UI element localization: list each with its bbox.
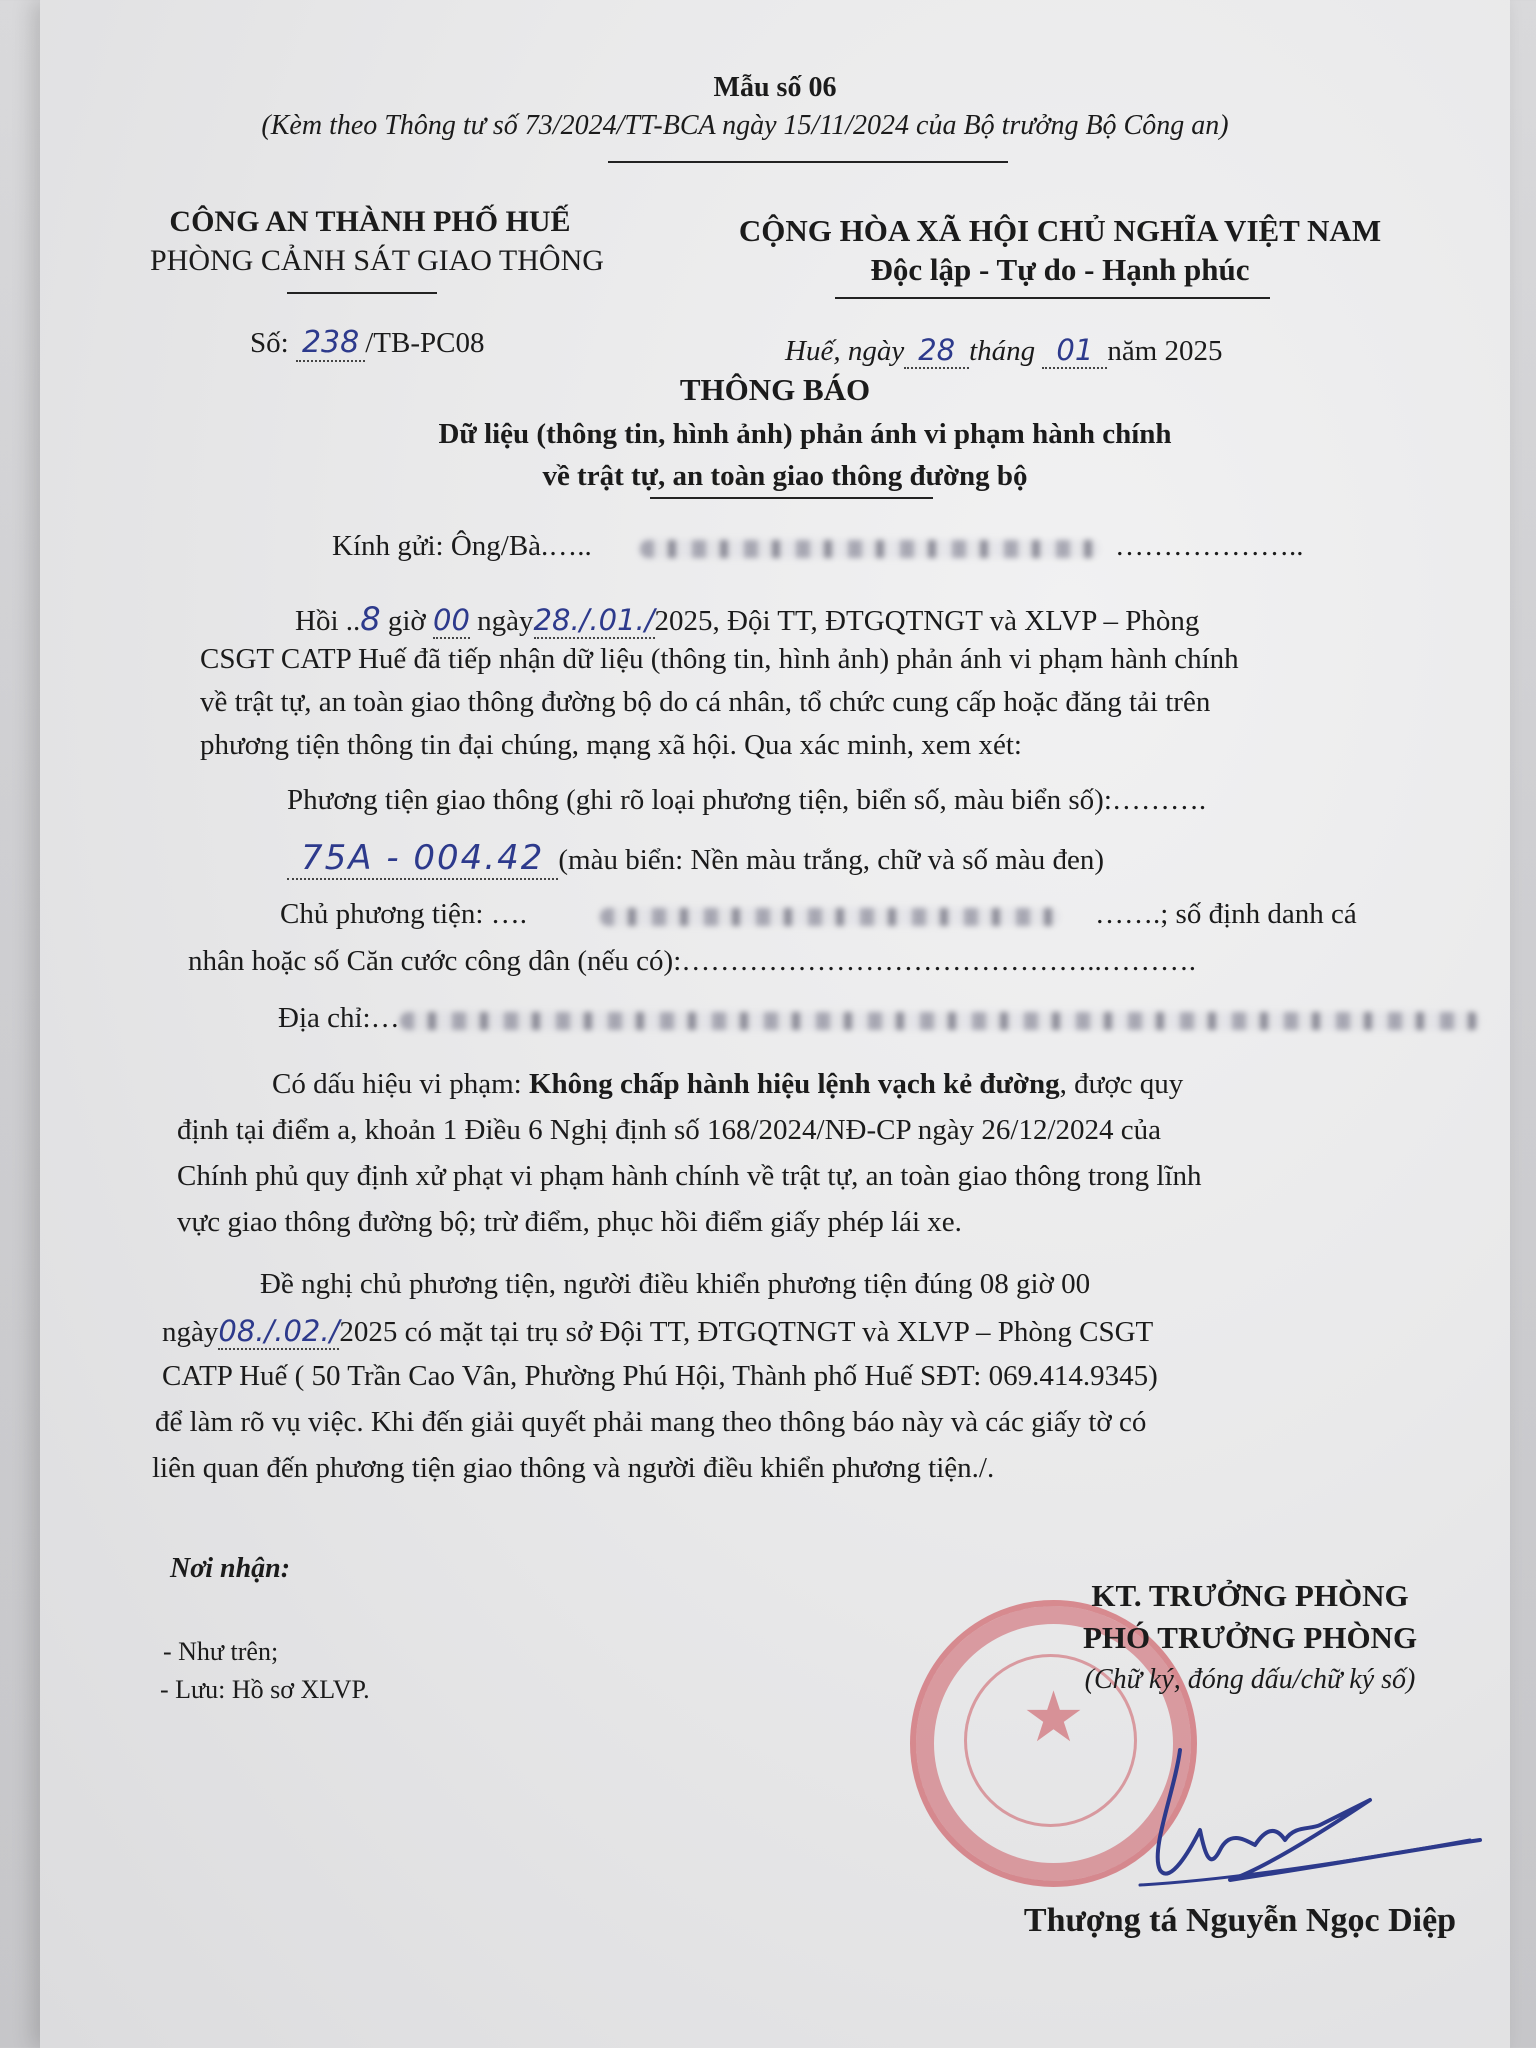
agency-department: PHÒNG CẢNH SÁT GIAO THÔNG [150,244,604,277]
document-number-handwritten: 238 [296,325,365,362]
violation-type: Không chấp hành hiệu lệnh vạch kẻ đường [528,1068,1060,1100]
received-line: Hồi ..8 giờ 00 ngày28./.01./2025, Đội TT, ĐTGQTNGT và XLVP – Phòng [295,600,1200,638]
violation-line-4: vực giao thông đường bộ; trừ điểm, phục hồi điểm giấy phép lái xe. [177,1206,962,1238]
owner-id-line: nhân hoặc số Căn cước công dân (nếu có):……………………………………..………. [188,945,1197,977]
notice-title: THÔNG BÁO [679,372,871,407]
document-page [40,0,1510,2048]
handwritten-signature [1080,1730,1500,1910]
vehicle-plate-line: 75A - 004.42 (màu biển: Nền màu trắng, chữ và số màu đen) [287,838,1104,878]
signer-title-2: PHÓ TRƯỞNG PHÒNG [1082,1620,1418,1655]
address-label: Địa chỉ:… [278,1002,400,1034]
recipients-title: Nơi nhận: [170,1553,291,1584]
vehicle-label: Phương tiện giao thông (ghi rõ loại phương tiện, biển số, màu biển số):………. [287,784,1207,816]
request-line-3: CATP Huế ( 50 Trần Cao Vân, Phường Phú Hội, Thành phố Huế SĐT: 069.414.9345) [162,1360,1158,1392]
nation-motto: Độc lập - Tự do - Hạnh phúc [870,252,1250,287]
recipient-item: - Như trên; [163,1637,279,1666]
violation-line-1: Có dấu hiệu vi phạm: Không chấp hành hiệu lệnh vạch kẻ đường, được quy [272,1068,1184,1100]
vehicle-plate: 75A - 004.42 [287,838,558,880]
document-number: Số: 238 /TB-PC08 [250,325,485,360]
received-line-3: về trật tự, an toàn giao thông đường bộ do cá nhân, tổ chức cung cấp hoặc đăng tải trên [200,686,1211,718]
recipient-item: - Lưu: Hồ sơ XLVP. [160,1675,370,1704]
redacted-owner [600,908,1060,926]
violation-line-2: định tại điểm a, khoản 1 Điều 6 Nghị định số 168/2024/NĐ-CP ngày 26/12/2024 của [177,1114,1162,1146]
violation-line-3: Chính phủ quy định xử phạt vi phạm hành chính về trật tự, an toàn giao thông trong lĩnh [177,1160,1202,1192]
star-icon: ★ [1022,1676,1085,1758]
notice-subtitle-2: về trật tự, an toàn giao thông đường bộ [542,460,1028,492]
greeting-dots: ……………….. [1115,530,1304,562]
agency-name: CÔNG AN THÀNH PHỐ HUẾ [169,205,571,238]
nation-name: CỘNG HÒA XÃ HỘI CHỦ NGHĨA VIỆT NAM [738,213,1382,248]
issue-date: Huế, ngày 28 tháng 01 năm 2025 [785,333,1223,367]
divider [608,161,1008,163]
signature-note: (Chữ ký, đóng dấu/chữ ký số) [1084,1664,1416,1695]
signer-name: Thượng tá Nguyễn Ngọc Diệp [1023,1902,1457,1939]
appointment-date: 08./.02./ [218,1314,340,1348]
received-line-4: phương tiện thông tin đại chúng, mạng xã hội. Qua xác minh, xem xét: [200,729,1022,761]
form-attached-note: (Kèm theo Thông tư số 73/2024/TT-BCA ngày 15/11/2024 của Bộ trưởng Bộ Công an) [261,110,1229,141]
notice-subtitle-1: Dữ liệu (thông tin, hình ảnh) phản ánh vi phạm hành chính [438,418,1172,450]
form-number: Mẫu số 06 [713,72,837,103]
divider [650,497,933,499]
redacted-address [400,1012,1480,1030]
divider [287,292,437,294]
request-line-4: để làm rõ vụ việc. Khi đến giải quyết phải mang theo thông báo này và các giấy tờ có [155,1406,1147,1438]
signer-title-1: KT. TRƯỞNG PHÒNG [1091,1578,1409,1613]
owner-tail: …….; số định danh cá [1095,898,1357,930]
request-line-5: liên quan đến phương tiện giao thông và người điều khiển phương tiện./. [152,1452,995,1484]
divider [835,297,1270,299]
request-line-2: ngày08./.02./2025 có mặt tại trụ sở Đội TT, ĐTGQTNGT và XLVP – Phòng CSGT [162,1314,1154,1348]
received-line-2: CSGT CATP Huế đã tiếp nhận dữ liệu (thông tin, hình ảnh) phản ánh vi phạm hành chính [200,643,1239,675]
redacted-name [640,540,1100,558]
owner-label: Chủ phương tiện: …. [280,898,527,930]
greeting: Kính gửi: Ông/Bà.….. [332,530,592,562]
request-line-1: Đề nghị chủ phương tiện, người điều khiển phương tiện đúng 08 giờ 00 [260,1268,1091,1300]
